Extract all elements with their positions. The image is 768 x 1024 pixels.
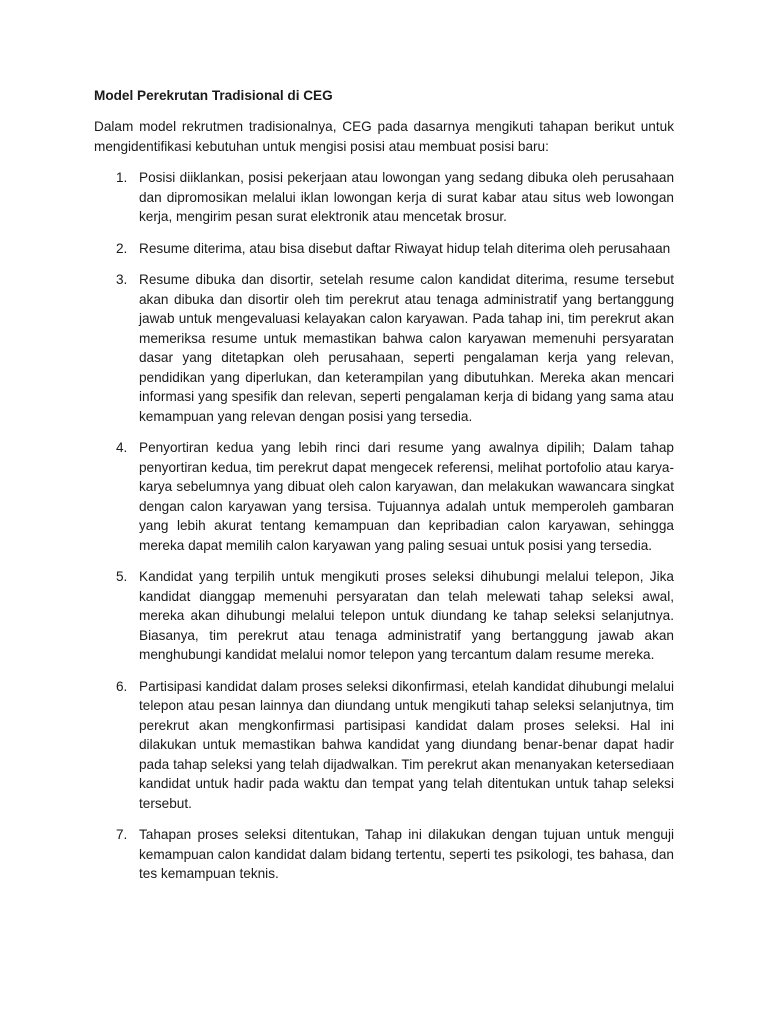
document-title: Model Perekrutan Tradisional di CEG — [94, 88, 333, 103]
list-item-text: Resume diterima, atau bisa disebut daftar Riwayat hidup telah diterima oleh perusahaan — [139, 240, 671, 256]
list-item — [94, 168, 674, 227]
list-item-text: Tahapan proses seleksi ditentukan, Tahap ini dilakukan dengan tujuan untuk menguji kemampuan calon kandidat dalam bidang tertentu, seperti tes psikologi, tes bahasa, dan tes kemampuan teknis. — [139, 827, 674, 881]
list-item-text: Kandidat yang terpilih untuk mengikuti proses seleksi dihubungi melalui telepon, Jika kandidat dianggap memenuhi persyaratan dan telah melewati tahap seleksi awal, mereka akan dihubungi melalui telepon untuk diundang ke tahap seleksi selanjutnya. Biasanya, tim perekrut atau tenaga administratif yang bertanggung jawab akan menghubungi kandidat melalui nomor telepon yang tercantum dalam resume mereka. — [139, 569, 674, 662]
list-item-text: Partisipasi kandidat dalam proses seleksi dikonfirmasi, etelah kandidat dihubungi melalui telepon atau pesan lainnya dan diundang untuk mengikuti tahap seleksi selanjutnya, tim perekrut akan mengkonfirmasi partisipasi kandidat dalam proses seleksi. Hal ini dilakukan untuk memastikan bahwa kandidat yang diundang benar-benar dapat hadir pada tahap seleksi yang telah dijadwalkan. Tim perekrut akan menanyakan ketersediaan kandidat untuk hadir pada waktu dan tempat yang telah ditentukan untuk tahap seleksi tersebut. — [139, 678, 674, 811]
list-item-text: Penyortiran kedua yang lebih rinci dari resume yang awalnya dipilih; Dalam tahap penyortiran kedua, tim perekrut dapat mengecek referensi, melihat portofolio atau karya-karya sebelumnya yang dibuat oleh calon karyawan, dan melakukan wawancara singkat dengan calon karyawan yang tersisa. Tujuannya adalah untuk memperoleh gambaran yang lebih akurat tentang kemampuan dan kepribadian calon karyawan, sehingga mereka dapat memilih calon karyawan yang paling sesuai untuk posisi yang tersedia. — [139, 440, 674, 553]
list-item — [94, 270, 674, 426]
intro-paragraph: Dalam model rekrutmen tradisionalnya, CEG pada dasarnya mengikuti tahapan berikut untuk mengidentifikasi kebutuhan untuk mengisi posisi atau membuat posisi baru: — [94, 119, 674, 154]
list-item-text: Resume dibuka dan disortir, setelah resume calon kandidat diterima, resume tersebut akan dibuka dan disortir oleh tim perekrut atau tenaga administratif yang bertanggung jawab untuk mengevaluasi kelayakan calon karyawan. Pada tahap ini, tim perekrut akan memeriksa resume untuk memastikan bahwa calon karyawan memenuhi persyaratan dasar yang ditetapkan oleh perusahaan, seperti pengalaman kerja yang relevan, pendidikan yang diperlukan, dan keterampilan yang dibutuhkan. Mereka akan mencari informasi yang spesifik dan relevan, seperti pengalaman kerja di bidang yang sama atau kemampuan yang relevan dengan posisi yang tersedia. — [139, 272, 674, 424]
list-item — [94, 567, 674, 665]
list-item-text: Posisi diiklankan, posisi pekerjaan atau lowongan yang sedang dibuka oleh perusahaan dan dipromosikan melalui iklan lowongan kerja di surat kabar atau situs web lowongan kerja, mengirim pesan surat elektronik atau mencetak brosur. — [139, 170, 674, 224]
list-item-number: 4. — [116, 440, 128, 455]
list-item-number: 7. — [116, 827, 128, 842]
list-item-number: 5. — [116, 569, 128, 584]
list-item-number: 1. — [116, 170, 128, 185]
list-item — [94, 239, 674, 259]
list-item-number: 2. — [116, 240, 128, 256]
recruitment-steps-list — [94, 168, 674, 884]
list-item — [94, 677, 674, 814]
list-item-number: 6. — [116, 678, 128, 694]
list-item-number: 3. — [116, 272, 128, 287]
list-item — [94, 438, 674, 555]
list-item — [94, 825, 674, 884]
